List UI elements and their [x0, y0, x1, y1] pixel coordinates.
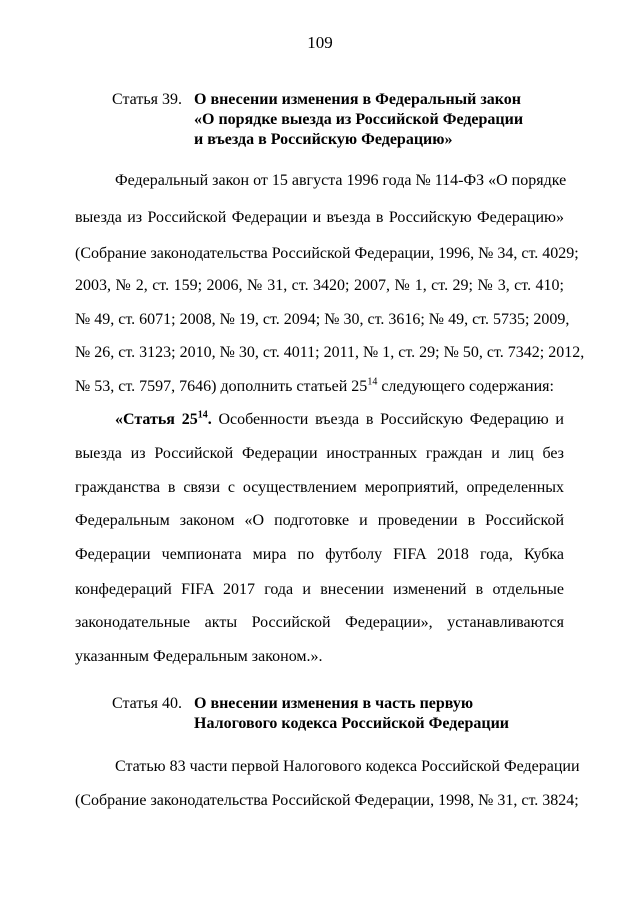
- article-39-title-line: О внесении изменения в Федеральный закон: [194, 91, 522, 108]
- article-40-label: Статья 40.: [112, 695, 182, 712]
- paragraph-line: выезда из Российской Федерации иностранных граждан и лиц без: [75, 445, 564, 462]
- text-segment: «Статья 25: [115, 411, 198, 428]
- article-39-title-line: «О порядке выезда из Российской Федерации: [194, 111, 524, 128]
- superscript: 14: [197, 409, 208, 421]
- article-40-heading: [112, 694, 509, 734]
- article-39-title-line: и въезда в Российскую Федерацию»: [194, 131, 453, 148]
- paragraph-line: № 26, ст. 3123; 2010, № 30, ст. 4011; 2011, № 1, ст. 29; № 50, ст. 7342; 2012,: [75, 344, 585, 361]
- paragraph-line: указанным Федеральным законом.».: [75, 648, 323, 665]
- text-segment: № 53, ст. 7597, 7646) дополнить статьей 25: [75, 378, 368, 395]
- paragraph-line: 2003, № 2, ст. 159; 2006, № 31, ст. 3420; 2007, № 1, ст. 29; № 3, ст. 410;: [75, 277, 564, 294]
- paragraph-line: [115, 410, 564, 430]
- text-segment: следующего содержания:: [377, 378, 554, 395]
- paragraph-line: Федеральным законом «О подготовке и проведении в Российской: [75, 512, 564, 529]
- article-40-title-line: Налогового кодекса Российской Федерации: [194, 715, 510, 732]
- article-40-title: [194, 694, 509, 734]
- article-25-14-ref: [115, 411, 212, 428]
- text-segment: .: [207, 411, 212, 428]
- paragraph-line: [75, 377, 564, 397]
- paragraph-line: Федеральный закон от 15 августа 1996 года № 114-ФЗ «О порядке: [115, 172, 567, 189]
- superscript: 14: [367, 376, 378, 388]
- paragraph-line: выезда из Российской Федерации и въезда в Российскую Федерацию»: [75, 209, 564, 226]
- paragraph-line: № 49, ст. 6071; 2008, № 19, ст. 2094; № 30, ст. 3616; № 49, ст. 5735; 2009,: [75, 311, 570, 328]
- paragraph-line: (Собрание законодательства Российской Федерации, 1996, № 34, ст. 4029;: [75, 245, 579, 262]
- paragraph-line: гражданства в связи с осуществлением мероприятий, определенных: [75, 479, 564, 496]
- article-40-title-line: О внесении изменения в часть первую: [194, 695, 474, 712]
- paragraph-line: конфедераций FIFA 2017 года и внесении изменений в отдельные: [75, 581, 564, 598]
- paragraph-line: (Собрание законодательства Российской Федерации, 1998, № 31, ст. 3824;: [75, 792, 579, 809]
- paragraph-line: Федерации чемпионата мира по футболу FIFA 2018 года, Кубка: [75, 546, 564, 563]
- paragraph-line: законодательные акты Российской Федерации», устанавливаются: [75, 614, 564, 631]
- article-39-label: Статья 39.: [112, 91, 182, 108]
- page-number: 109: [307, 33, 333, 52]
- article-39-heading: [112, 90, 523, 150]
- article-39-title: [194, 90, 523, 150]
- paragraph-line: Статью 83 части первой Налогового кодекса Российской Федерации: [115, 758, 580, 775]
- text-segment: Особенности въезда в Российскую Федерацию и: [211, 411, 564, 428]
